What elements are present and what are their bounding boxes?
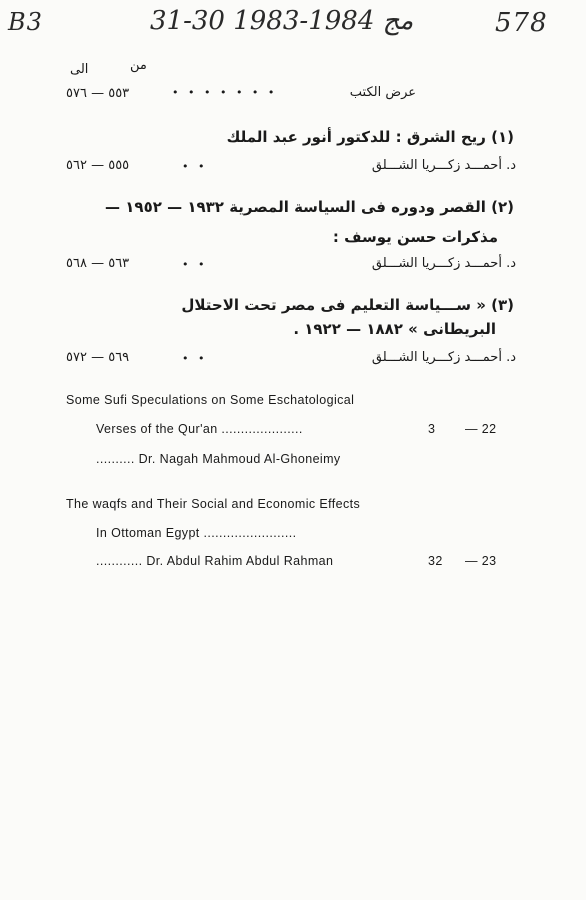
english-entry-2-title-cont: In Ottoman Egypt ........................ [96, 526, 297, 540]
english-entry-2-page-start: 32 [428, 554, 443, 568]
from-label: من [130, 58, 147, 73]
review-item-3-author: د. أحمـــد زكـــريا الشـــلق [371, 350, 516, 365]
english-entry-1-page-end: — 22 [465, 422, 497, 436]
review-item-3-title: (٣) « ســـياسة التعليم فى مصر تحت الاحتلال [181, 296, 514, 314]
review-item-3-pages: ٥٦٩ — ٥٧٢ [66, 350, 130, 365]
handwritten-page-number: 578 [495, 8, 548, 38]
english-entry-2-title: The waqfs and Their Social and Economic Effects [66, 497, 361, 511]
english-entry-2-author: ............ Dr. Abdul Rahim Abdul Rahman [96, 554, 334, 568]
english-entry-1-title: Some Sufi Speculations on Some Eschatological [66, 393, 355, 407]
review-item-3-leader: • • [182, 352, 208, 365]
review-item-1-title: (١) ريح الشرق : للدكتور أنور عبد الملك [226, 128, 514, 146]
review-item-2-title: (٢) القصر ودوره فى السياسة المصرية ١٩٣٢ — ١٩٥٢ — [105, 198, 514, 216]
review-item-2-pages: ٥٦٣ — ٥٦٨ [66, 256, 130, 271]
review-item-2-author: د. أحمـــد زكـــريا الشـــلق [371, 256, 516, 271]
review-item-2-subtitle: مذكرات حسن يوسف : [332, 228, 498, 246]
review-item-1-pages: ٥٥٥ — ٥٦٢ [66, 158, 130, 173]
english-entry-2-page-end: — 23 [465, 554, 497, 568]
english-entry-1-author: .......... Dr. Nagah Mahmoud Al-Ghoneimy [96, 452, 341, 466]
book-review-pages: ٥٥٣ — ٥٧٦ [66, 86, 130, 101]
review-item-2-leader: • • [182, 258, 208, 271]
english-entry-1-title-cont: Verses of the Qur'an ..................... [96, 422, 303, 436]
book-review-title: عرض الكتب [349, 85, 416, 100]
review-item-3-subtitle: البريطانى » ١٨٨٢ — ١٩٢٢ . [293, 320, 496, 338]
handwritten-volume-header: 31-30 مج 1984-1983 [150, 6, 414, 36]
review-item-1-author: د. أحمـــد زكـــريا الشـــلق [371, 158, 516, 173]
handwritten-corner-mark: B3 [8, 8, 43, 36]
to-label: الى [70, 62, 89, 77]
review-item-1-leader: • • [182, 160, 208, 173]
english-entry-1-page-start: 3 [428, 422, 436, 436]
book-review-leader: • • • • • • • [172, 86, 278, 99]
